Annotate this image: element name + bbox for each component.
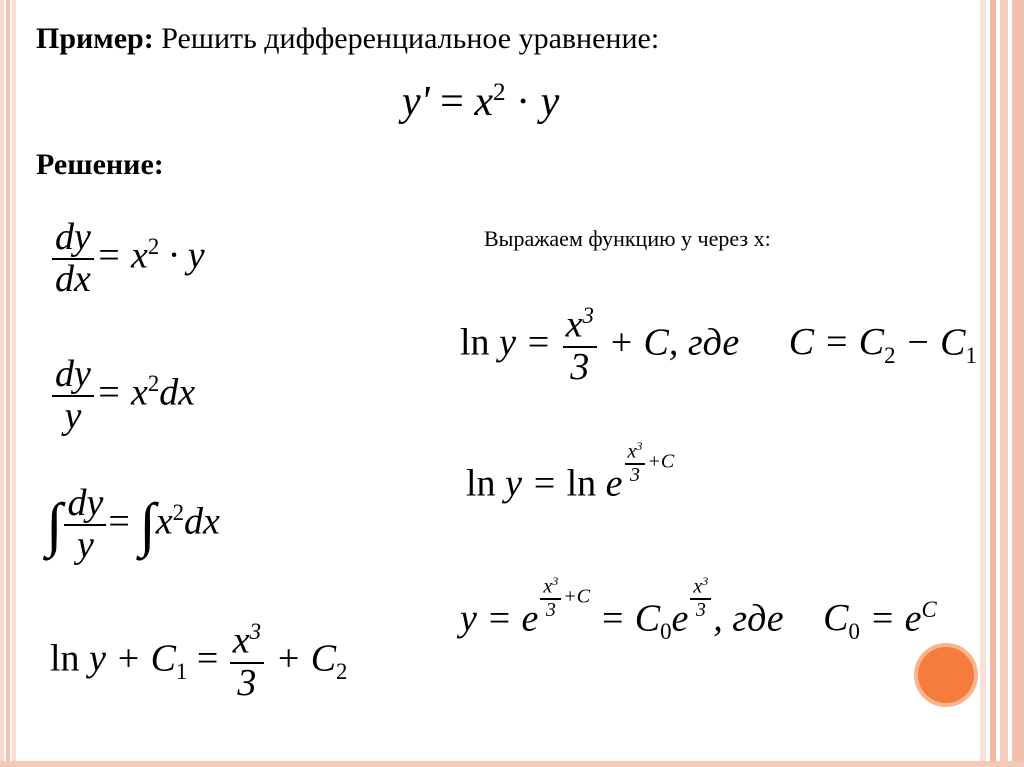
e: e	[596, 462, 623, 505]
rhs: = x	[95, 234, 148, 277]
tail: · y	[159, 234, 205, 277]
e: e	[671, 597, 689, 640]
exponent	[538, 575, 590, 621]
fraction	[52, 355, 94, 437]
right-border-decoration	[980, 0, 1024, 767]
main-equation	[402, 78, 559, 126]
step-2	[50, 355, 195, 437]
step-3	[46, 484, 220, 566]
denominator: 3	[237, 661, 257, 704]
power: 2	[172, 499, 184, 525]
power: 3	[552, 574, 559, 588]
c0: C	[823, 597, 849, 640]
denominator: 3	[695, 598, 706, 621]
lhs: y =	[495, 462, 567, 505]
right-step-2	[466, 440, 674, 505]
integral-sign: ∫	[46, 491, 63, 558]
minus-term: − C	[895, 321, 966, 364]
bottom-border-decoration	[0, 761, 1024, 767]
tail: dx	[159, 371, 196, 414]
left-border-decoration	[0, 0, 16, 767]
lhs: y + C	[79, 637, 176, 680]
power: C	[921, 596, 937, 622]
exponent	[688, 575, 713, 621]
power: 2	[147, 370, 160, 396]
eq-dot: ·	[516, 79, 531, 125]
denominator: y	[76, 523, 94, 566]
denominator: y	[64, 394, 82, 437]
mid: = C	[590, 597, 661, 640]
lhs: y =	[489, 321, 552, 364]
power: 3	[582, 303, 594, 328]
subscript: 1	[175, 659, 188, 685]
eq-lhs: y'	[402, 79, 430, 125]
task-text: Решить дифференциальное уравнение:	[153, 22, 660, 55]
c0-rhs: = e	[859, 597, 922, 640]
equals: =	[108, 500, 140, 543]
eq-sign: =	[440, 79, 464, 125]
subscript: 0	[660, 619, 672, 645]
ln: ln	[466, 462, 496, 505]
power: 2	[147, 233, 160, 259]
denominator: dx	[55, 257, 91, 300]
denominator: 3	[545, 598, 556, 621]
exponent	[623, 440, 675, 486]
numerator: x	[565, 303, 583, 346]
fraction	[563, 304, 597, 387]
power: 3	[636, 439, 643, 453]
denominator: 3	[629, 463, 640, 486]
step-4	[50, 620, 347, 703]
numerator: dy	[52, 355, 94, 397]
power: 3	[249, 619, 262, 644]
eq-x: x	[474, 79, 493, 125]
eq-power: 2	[492, 79, 506, 106]
exp-tail: +C	[647, 450, 675, 473]
ln: ln	[566, 462, 597, 505]
plus-term: + C	[266, 637, 337, 680]
numerator: x	[627, 440, 637, 463]
step-1	[50, 218, 205, 300]
numerator: x	[232, 619, 250, 662]
tail: , где	[713, 597, 784, 640]
lhs: y = e	[460, 597, 539, 640]
x: x	[155, 500, 173, 543]
right-step-3	[460, 575, 937, 645]
tail: dx	[183, 500, 220, 543]
solution-label: Решение:	[36, 148, 164, 181]
numerator: dy	[52, 218, 94, 260]
subscript: 0	[848, 619, 860, 645]
right-step-1	[460, 304, 977, 387]
numerator: x	[543, 575, 553, 598]
subscript: 1	[965, 343, 977, 369]
eq-y: y	[540, 79, 560, 125]
numerator: x	[693, 575, 703, 598]
ln: ln	[50, 637, 80, 680]
denominator: 3	[570, 345, 590, 388]
rhs: = x	[95, 371, 148, 414]
fraction	[64, 484, 106, 566]
c-definition: C = C	[788, 321, 885, 364]
example-heading	[36, 22, 659, 56]
fraction	[52, 218, 94, 300]
tail: + C, где	[598, 321, 740, 364]
explanation-note: Выражаем функцию у через х:	[484, 226, 771, 251]
subscript: 2	[336, 659, 348, 685]
equals: =	[187, 637, 219, 680]
fraction	[230, 620, 264, 703]
numerator: dy	[64, 484, 106, 526]
integral-sign: ∫	[139, 491, 156, 558]
exp-tail: +C	[563, 585, 591, 608]
example-label: Пример:	[36, 22, 154, 55]
ln: ln	[460, 321, 490, 364]
power: 3	[702, 574, 709, 588]
decorative-orange-circle	[914, 643, 978, 707]
subscript: 2	[884, 343, 896, 369]
